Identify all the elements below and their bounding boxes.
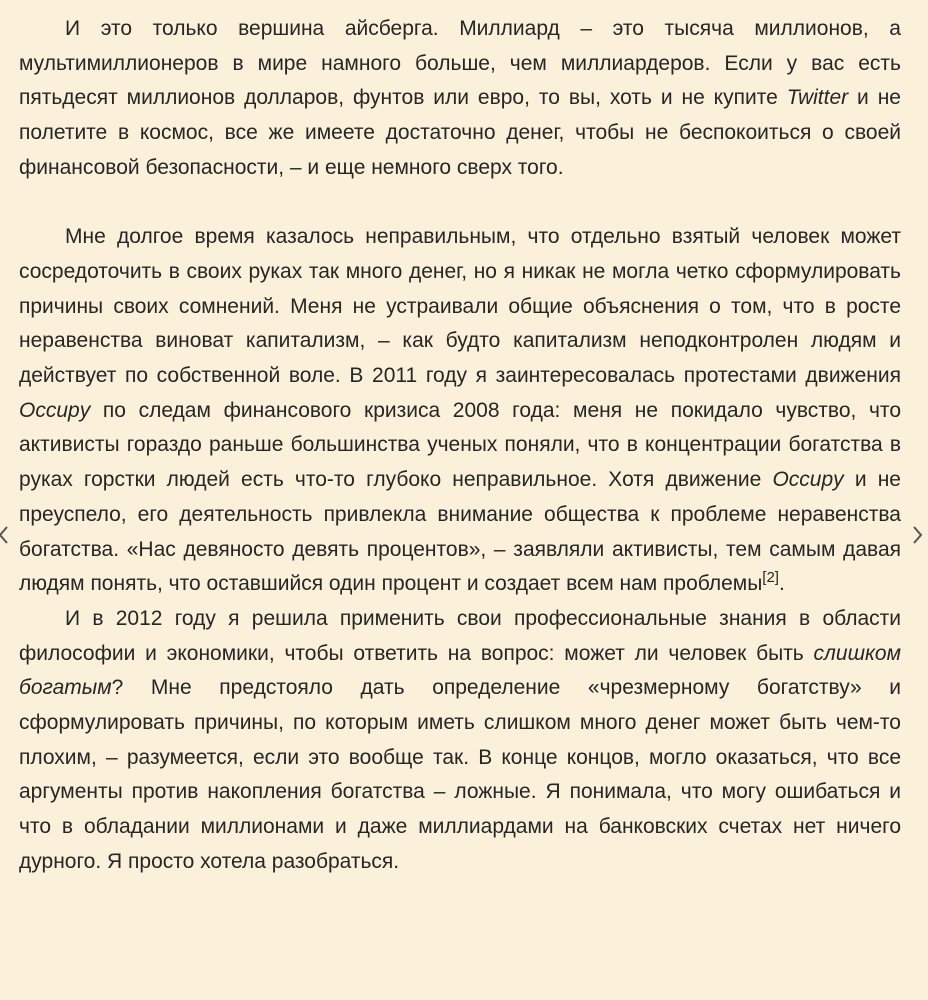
text-run: и не полетите в космос, все же имеете достаточно денег, чтобы не беспокоиться о своей финансовой безопасности, – и еще немного сверх того. [19,86,901,179]
text-run: . [778,572,785,596]
text-run: Мне долгое время казалось неправильным, что отдельно взятый человек может сосредоточить в своих руках так много денег, но я никак не могла четко сформулировать причины своих сомнений. Меня не устраивали общие объяснения о том, что в росте неравенства виноват капитализм, – как будто капитализм неподконтролен людям и действует по собственной воле. В 2011 году я заинтересовалась протестами движения [19,225,901,388]
text-run: и не преуспело, его деятельность привлекла внимание общества к проблеме неравенства богатства. «Нас девяносто девять процентов», – заявляли активисты, тем самым давая людям понять, что оставшийся один процент и создает всем нам проблемы [19,468,901,596]
paragraph [19,220,901,602]
next-page-button[interactable] [910,518,924,552]
footnote-link[interactable]: [2] [762,569,779,587]
italic-text: слишком богатым [19,641,901,700]
text-run: ? Мне предстояло дать определение «чрезмерному богатству» и сформулировать причины, по которым иметь слишком много денег может быть чем-то плохим, – разумеется, если это вообще так. В конце концов, могло оказаться, что все аргументы против накопления богатства – ложные. Я понимала, что могу ошибаться и что в обладании миллионами и даже миллиардами на банковских счетах нет ничего дурного. Я просто хотела разобраться. [19,676,901,873]
previous-page-button[interactable] [0,518,10,552]
text-run: И в 2012 году я решила применить свои профессиональные знания в области философии и экономики, чтобы ответить на вопрос: может ли человек быть [19,606,901,665]
paragraph [19,602,901,880]
chevron-right-icon [910,518,924,552]
text-run: И это только вершина айсберга. Миллиард – это тысяча миллионов, а мультимиллионеров в мире намного больше, чем миллиардеров. Если у вас есть пятьдесят миллионов долларов, фунтов или евро, то вы, хоть и не купите [19,17,901,110]
book-text [19,12,901,880]
italic-text: Twitter [786,86,849,110]
paragraph [19,12,901,186]
italic-text: Occupy [772,468,844,492]
chevron-left-icon [0,518,10,552]
italic-text: Occupy [19,398,91,422]
text-run: по следам финансового кризиса 2008 года: меня не покидало чувство, что активисты гораздо раньше большинства ученых поняли, что в концентрации богатства в руках горстки людей есть что-то глубоко неправильное. Хотя движение [19,398,901,492]
